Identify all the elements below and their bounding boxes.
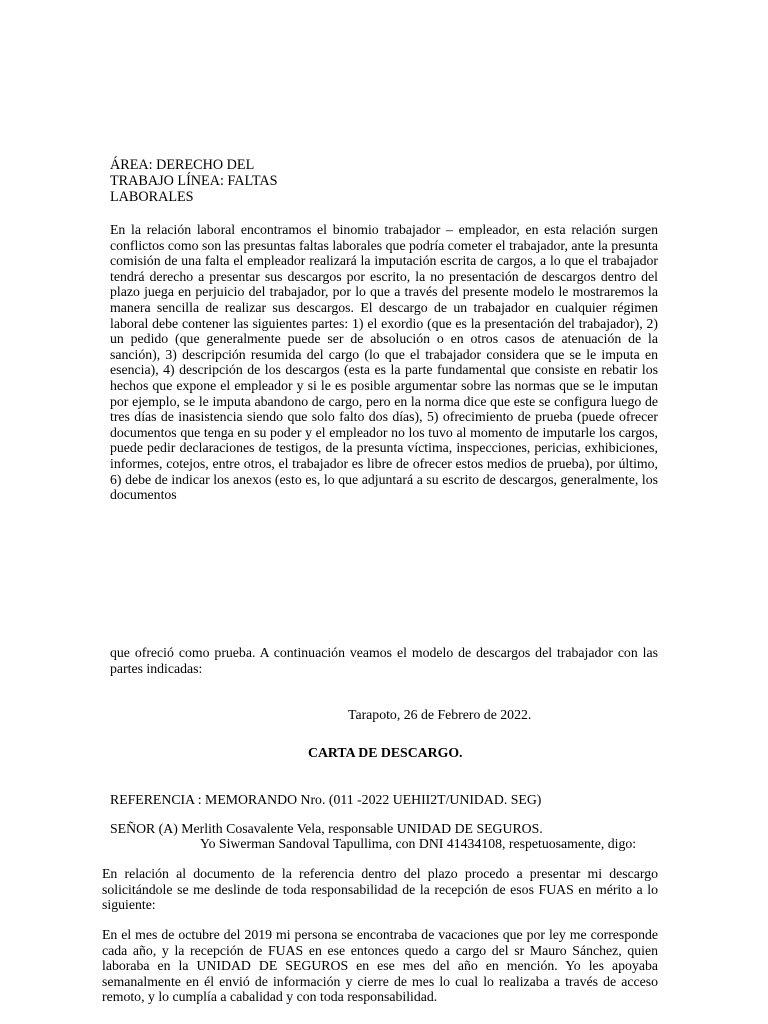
letter-addressee: SEÑOR (A) Merlith Cosavalente Vela, responsable UNIDAD DE SEGUROS. <box>110 821 543 836</box>
letter-title: CARTA DE DESCARGO. <box>308 745 463 760</box>
heading-line-2: TRABAJO LÍNEA: FALTAS <box>110 172 278 189</box>
heading-line-1: ÁREA: DERECHO DEL <box>110 157 255 173</box>
letter-reference: REFERENCIA : MEMORANDO Nro. (011 -2022 UEHII2T/UNIDAD. SEG) <box>110 792 542 807</box>
letter-body-paragraph-1: En relación al documento de la referencia dentro del plazo procedo a presentar mi descargo solicitándole se me deslinde de toda responsabilidad de la recepción de esos FUAS en mérito a lo siguiente: <box>102 866 658 913</box>
intro-paragraph: En la relación laboral encontramos el binomio trabajador – empleador, en esta relación surgen conflictos como son las presuntas faltas laborales que podría cometer el trabajador, ante la presunta comisión de una falta el empleador realizará la imputación escrita de cargos, a lo que el trabajador tendrá derecho a presentar sus descargos por escrito, la no presentación de descargos dentro del plazo juega en perjuicio del trabajador, por lo que a través del presente modelo le mostraremos la manera sencilla de realizar sus descargos. El descargo de un trabajador en cualquier régimen laboral debe contener las siguientes partes: 1) el exordio (que es la presentación del trabajador), 2) un pedido (que generalmente puede ser de absolución o en otros casos de atenuación de la sanción), 3) descripción resumida del cargo (lo que el trabajador considera que se le imputa en esencia), 4) descripción de los descargos (esta es la parte fundamental que consiste en rebatir los hechos que expone el empleador y si le es posible argumentar sobre las normas que se le imputan por ejemplo, se le imputa abandono de cargo, pero en la norma dice que este se configura luego de tres días de inasistencia siendo que solo falto dos días), 5) ofrecimiento de prueba (puede ofrecer documentos que tenga en su poder y el empleador no los tuvo al momento de imputarle los cargos, puede pedir declaraciones de testigos, de la presunta víctima, inspecciones, pericias, exhibiciones, informes, cotejos, entre otros, el trabajador es libre de ofrecer estos medios de prueba), por último, 6) debe de indicar los anexos (esto es, lo que adjuntará a su escrito de descargos, generalmente, los documentos <box>110 222 658 503</box>
letter-body-paragraph-2: En el mes de octubre del 2019 mi persona se encontraba de vacaciones que por ley me corresponde cada año, y la recepción de FUAS en ese entonces quedo a cargo del sr Mauro Sánchez, quien laboraba en la UNIDAD DE SEGUROS en ese mes del año en mención. Yo les apoyaba semanalmente en él envió de información y cierre de mes lo cual lo realizaba a través de acceso remoto, y lo cumplía a cabalidad y con toda responsabilidad. <box>102 927 658 1005</box>
continuation-paragraph: que ofreció como prueba. A continuación veamos el modelo de descargos del trabajador con las partes indicadas: <box>110 645 658 676</box>
heading-line-3: LABORALES <box>110 188 194 205</box>
letter-sender: Yo Siwerman Sandoval Tapullima, con DNI 41434108, respetuosamente, digo: <box>200 836 637 851</box>
letter-date: Tarapoto, 26 de Febrero de 2022. <box>348 707 532 722</box>
document-heading <box>110 158 330 205</box>
